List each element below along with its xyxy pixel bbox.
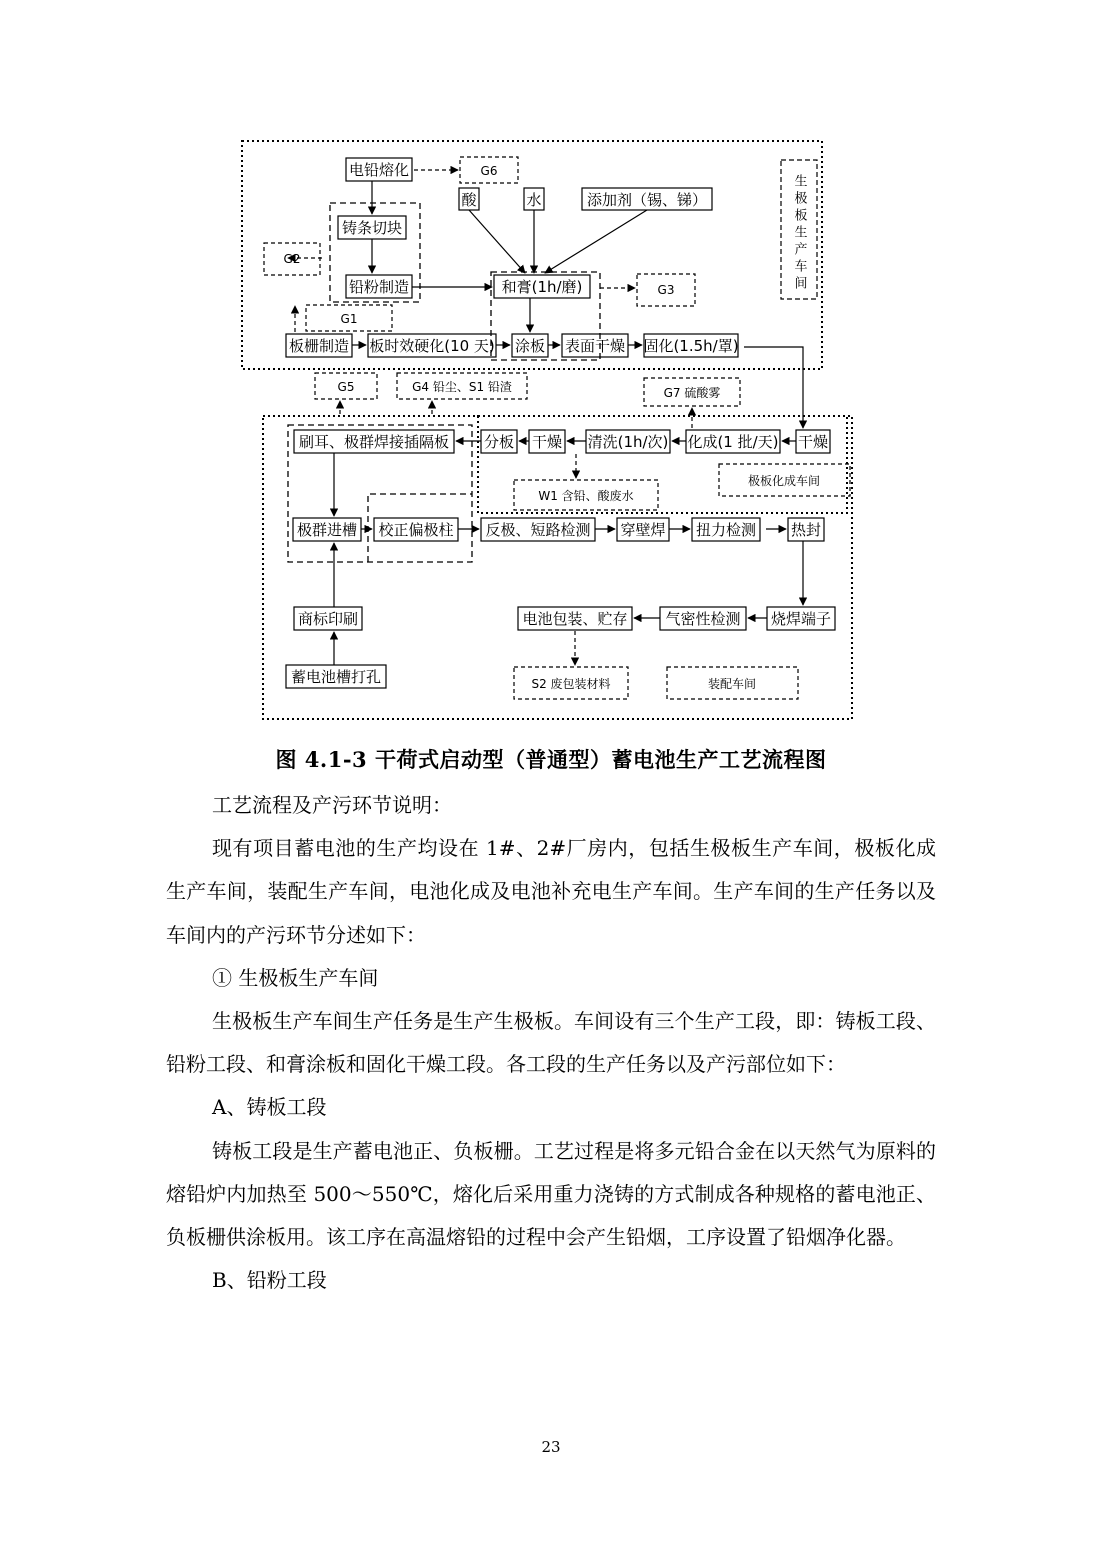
subheading-casting: A、铸板工段 <box>212 1095 327 1120</box>
pollutant-g3: G3 <box>657 283 675 297</box>
node-case-punching: 蓄电池槽打孔 <box>290 668 382 686</box>
body-text <box>166 784 936 1302</box>
node-washing: 清洗(1h/次) <box>587 433 669 451</box>
flow-arrows <box>334 181 803 665</box>
node-pasting: 涂板 <box>514 337 546 355</box>
node-lug-brushing: 刷耳、极群焊接插隔板 <box>298 433 450 451</box>
process-flow-diagram <box>0 0 1102 740</box>
node-polarity-test: 反极、短路检测 <box>485 521 591 539</box>
subheading-lead-powder: B、铅粉工段 <box>212 1268 327 1293</box>
node-water: 水 <box>526 191 542 209</box>
pollutant-g2: G2 <box>283 252 301 266</box>
node-surface-drying: 表面干燥 <box>564 337 626 355</box>
node-drying-1: 干燥 <box>531 433 563 451</box>
figure-caption: 图 4.1-3 干荷式启动型（普通型）蓄电池生产工艺流程图 <box>275 747 827 772</box>
workshop-label-assembly: 装配车间 <box>707 677 757 691</box>
node-air-tightness: 气密性检测 <box>665 610 741 628</box>
node-plate-aging: 板时效硬化(10 天) <box>369 337 495 355</box>
node-label-printing: 商标印刷 <box>297 610 359 628</box>
node-plate-splitting: 分板 <box>483 433 515 451</box>
pollutant-g5: G5 <box>337 380 355 394</box>
node-heat-seal: 热封 <box>790 521 822 539</box>
pollutant-g1: G1 <box>340 312 358 326</box>
node-packaging: 电池包装、贮存 <box>522 610 628 628</box>
pollutant-g7: G7 硫酸雾 <box>663 386 721 400</box>
pollutant-g4-s1: G4 铅尘、S1 铅渣 <box>412 380 512 394</box>
node-electrolytic-lead-melting: 电铅熔化 <box>348 161 410 179</box>
node-lead-powder: 铅粉制造 <box>348 278 410 296</box>
node-additive: 添加剂（锡、锑） <box>586 191 708 209</box>
emission-arrows <box>288 170 692 665</box>
section-heading-raw-plate: ① 生极板生产车间 <box>212 965 379 990</box>
node-ingot-cutting: 铸条切块 <box>341 219 403 237</box>
node-group-into-case: 极群进槽 <box>296 521 358 539</box>
node-post-correction: 校正偏极柱 <box>378 521 454 539</box>
node-terminal-weld: 烧焊端子 <box>770 610 832 628</box>
node-drying-2: 干燥 <box>797 433 829 451</box>
pollutant-w1: W1 含铅、酸废水 <box>538 489 634 503</box>
node-through-wall-weld: 穿壁焊 <box>620 521 666 539</box>
paragraph-casting: 铸板工段是生产蓄电池正、负板栅。工艺过程是将多元铅合金在以天然气为原料的熔铅炉内加热至 500～550℃，熔化后采用重力浇铸的方式制成各种规格的蓄电池正、负板栅供涂板用。该工序在高温熔铅的过程中会产生铅烟，工序设置了铅烟净化器。 <box>166 1138 936 1250</box>
workshop-label-vertical: 生极板生产车间 <box>791 174 807 293</box>
node-paste-mixing: 和膏(1h/磨) <box>501 278 583 296</box>
node-grid-making: 板栅制造 <box>288 337 350 355</box>
page-number: 23 <box>541 1438 561 1456</box>
node-formation: 化成(1 批/天) <box>687 433 779 451</box>
pollutant-g6: G6 <box>480 164 498 178</box>
paragraph-intro: 工艺流程及产污环节说明： <box>212 793 452 817</box>
workshop-label-formation: 极板化成车间 <box>747 474 821 488</box>
pollutant-s2: S2 废包装材料 <box>531 677 611 691</box>
paragraph-raw-plate: 生极板生产车间生产任务是生产生极板。车间设有三个生产工段，即：铸板工段、铅粉工段、和膏涂板和固化干燥工段。各工段的生产任务以及产污部位如下： <box>166 1009 936 1077</box>
node-acid: 酸 <box>461 191 477 209</box>
paragraph-overview: 现有项目蓄电池的生产均设在 1#、2#厂房内，包括生极板生产车间，极板化成生产车间，装配生产车间，电池化成及电池补充电生产车间。生产车间的生产任务以及车间内的产污环节分述如下： <box>166 836 936 947</box>
section-raw-plate-workshop <box>242 141 822 369</box>
node-torque-test: 扭力检测 <box>695 521 757 539</box>
process-nodes <box>283 158 835 688</box>
node-curing: 固化(1.5h/罩) <box>643 337 739 355</box>
